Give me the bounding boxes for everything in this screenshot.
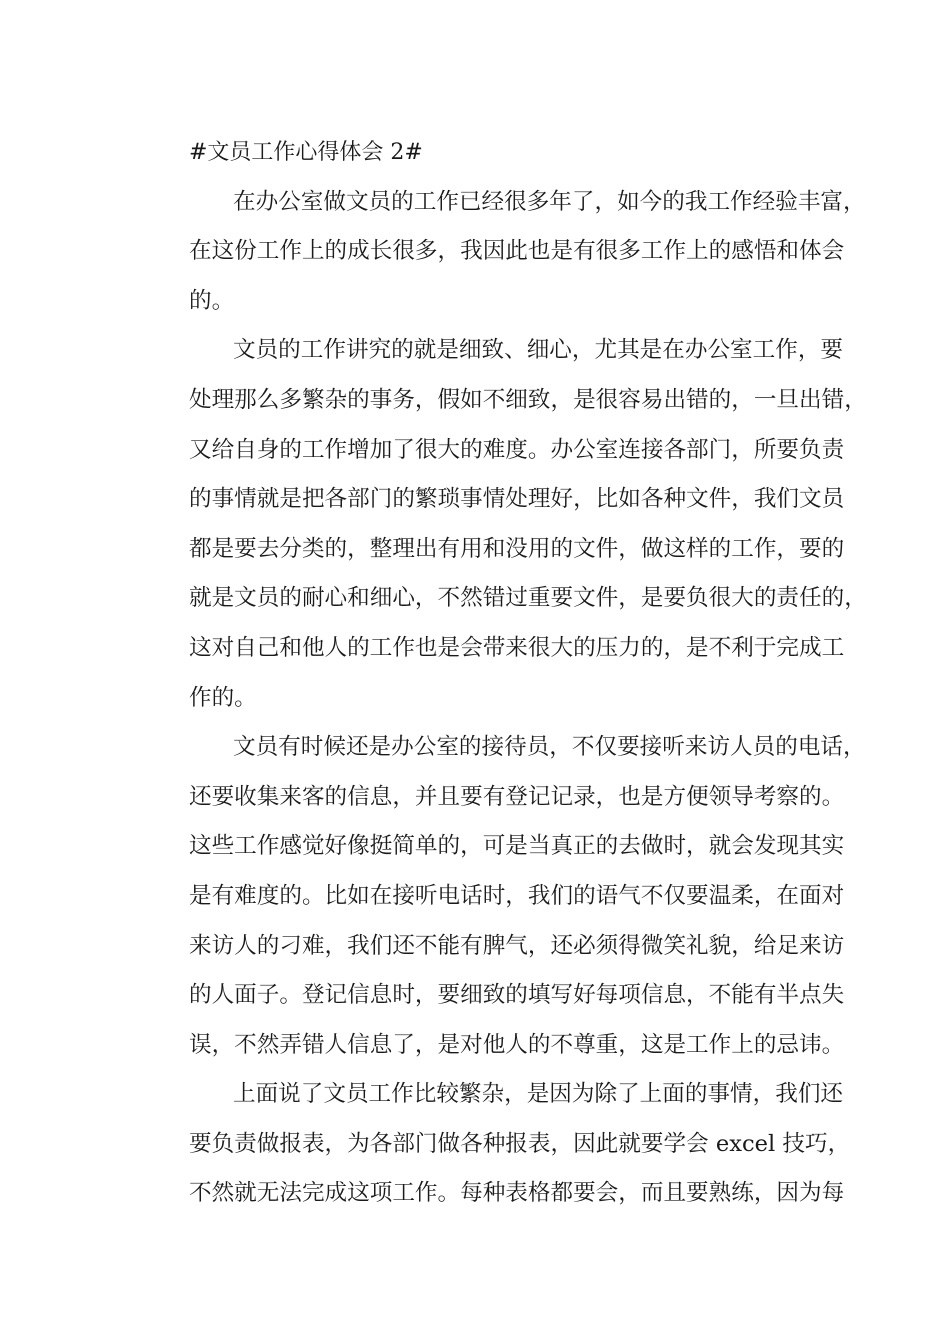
paragraph-line: 就是文员的耐心和细心，不然错过重要文件，是要负很大的责任的，	[189, 585, 867, 612]
paragraph-line: 还要收集来客的信息，并且要有登记记录，也是方便领导考察的。	[189, 783, 845, 810]
paragraph-line: 在这份工作上的成长很多，我因此也是有很多工作上的感悟和体会	[189, 238, 845, 265]
paragraph-line: 这些工作感觉好像挺简单的，可是当真正的去做时，就会发现其实	[189, 833, 845, 860]
paragraph-line: 处理那么多繁杂的事务，假如不细致，是很容易出错的，一旦出错，	[189, 386, 867, 413]
paragraph-2	[145, 326, 867, 723]
paragraph-line: 来访人的刁难，我们还不能有脾气，还必须得微笑礼貌，给足来访	[189, 932, 845, 959]
paragraph-line: 这对自己和他人的工作也是会带来很大的压力的，是不利于完成工	[189, 634, 845, 661]
paragraph-line: 都是要去分类的，整理出有用和没用的文件，做这样的工作，要的	[189, 535, 845, 562]
paragraph-line: 的。	[189, 287, 235, 314]
paragraph-line: 要负责做报表，为各部门做各种报表，因此就要学会 excel 技巧，	[189, 1130, 851, 1157]
paragraph-line: 不然就无法完成这项工作。每种表格都要会，而且要熟练，因为每	[189, 1180, 845, 1207]
section-heading: #文员工作心得体会 2#	[189, 140, 423, 165]
paragraph-line: 文员有时候还是办公室的接待员，不仅要接听来访人员的电话，	[233, 734, 866, 761]
paragraph-line: 的事情就是把各部门的繁琐事情处理好，比如各种文件，我们文员	[189, 486, 845, 513]
paragraph-1	[145, 178, 866, 327]
paragraph-line: 误，不然弄错人信息了，是对他人的不尊重，这是工作上的忌讳。	[189, 1031, 845, 1058]
document-body	[145, 128, 867, 1219]
paragraph-line: 文员的工作讲究的就是细致、细心，尤其是在办公室工作，要	[233, 337, 844, 364]
paragraph-line: 作的。	[189, 684, 257, 711]
paragraph-line: 的人面子。登记信息时，要细致的填写好每项信息，不能有半点失	[189, 982, 845, 1009]
paragraph-3	[145, 723, 866, 1070]
paragraph-line: 在办公室做文员的工作已经很多年了，如今的我工作经验丰富，	[233, 188, 866, 215]
paragraph-4	[145, 1070, 851, 1219]
paragraph-line: 又给自身的工作增加了很大的难度。办公室连接各部门，所要负责	[189, 436, 845, 463]
paragraph-line: 是有难度的。比如在接听电话时，我们的语气不仅要温柔，在面对	[189, 882, 845, 909]
paragraph-line: 上面说了文员工作比较繁杂，是因为除了上面的事情，我们还	[233, 1081, 844, 1108]
